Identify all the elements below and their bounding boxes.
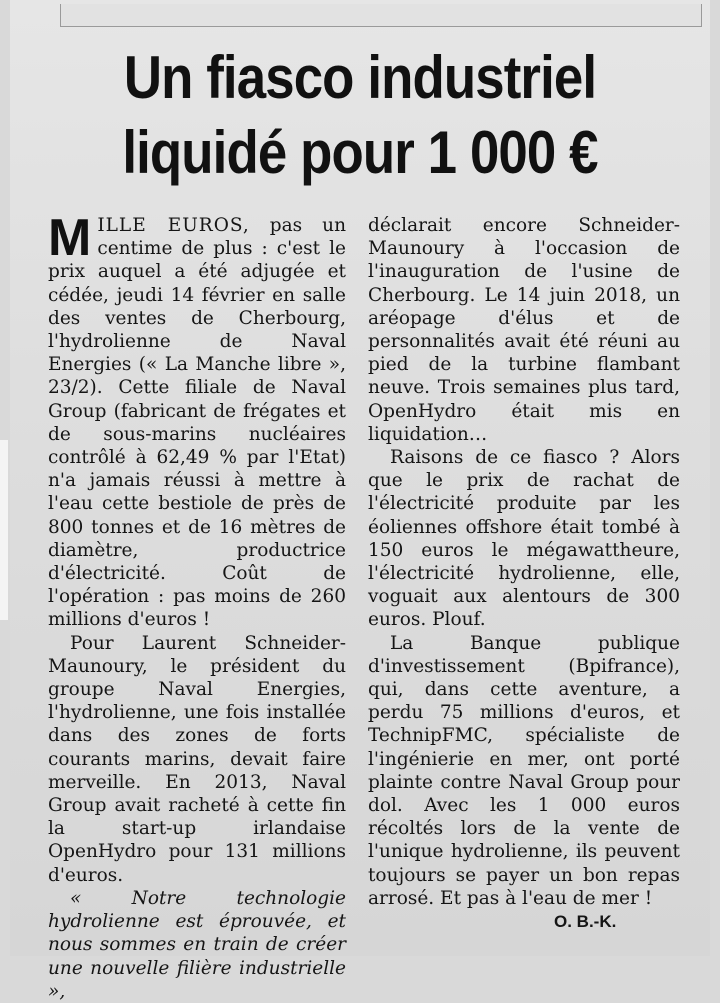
paragraph-1-text: pas un centime de plus : c'est le prix auquel a été adjugée et cédée, jeudi 14 février en salle des ventes de Cherbourg, l'hydrolienne de Naval Energies (« La Manche libre », 23/2). Cette filiale de Naval Group (fabricant de frégates et de sous-marins nucléaires contrôlé à 62,49 % par l'Etat) n'a jamais réussi à mettre à l'eau cette bestiole de près de 800 tonnes et de 16 mètres de diamètre, productrice d'électricité. Coût de l'opération : pas moins de 260 millions d'euros !: [48, 215, 346, 631]
headline-line-2: liquidé pour 1 000 €: [122, 119, 598, 186]
top-rule: [60, 4, 702, 27]
author-signature: O. B.-K.: [554, 912, 617, 931]
quote: « Notre technologie hydrolienne est éprouvée, et nous sommes en train de créer une nouvelle filière industrielle »,: [48, 887, 346, 1002]
paragraph-2: Pour Laurent Schneider-Maunoury, le président du groupe Naval Energies, l'hydrolienne, une fois installée dans des zones de forts courants marins, devait faire merveille. En 2013, Naval Group avait racheté à cette fin la start-up irlandaise OpenHydro pour 131 millions d'euros.: [48, 632, 346, 886]
headline-line-1: Un fiasco industriel: [123, 44, 597, 111]
article-column-right: [368, 214, 680, 910]
drop-cap: M: [48, 209, 92, 267]
lead-caps: ILLE EUROS,: [97, 215, 250, 236]
paragraph-4: Raisons de ce fiasco ? Alors que le prix de rachat de l'électricité produite par les éoliennes offshore était tombé à 150 euros le mégawattheure, l'électricité hydrolienne, elle, voguait aux alentours de 300 euros. Plouf.: [368, 447, 680, 631]
paragraph-1: [48, 209, 346, 632]
paragraph-5: La Banque publique d'investissement (Bpifrance), qui, dans cette aventure, a perdu 75 millions d'euros, et TechnipFMC, spécialiste de l'ingénierie en mer, ont porté plainte contre Naval Group pour dol. Avec les 1 000 euros récoltés lors de la vente de l'unique hydrolienne, ils peuvent toujours se payer un bon repas arrosé. Et pas à l'eau de mer !: [368, 632, 680, 909]
article-column-left: [48, 209, 346, 1003]
page-edge: [0, 440, 8, 620]
paragraph-3: déclarait encore Schneider-Maunoury à l'occasion de l'inauguration de l'usine de Cherbourg. Le 14 juin 2018, un aréopage d'élus et de personnalités avait été réuni au pied de la turbine flambant neuve. Trois semaines plus tard, OpenHydro était mis en liquidation…: [368, 215, 680, 445]
